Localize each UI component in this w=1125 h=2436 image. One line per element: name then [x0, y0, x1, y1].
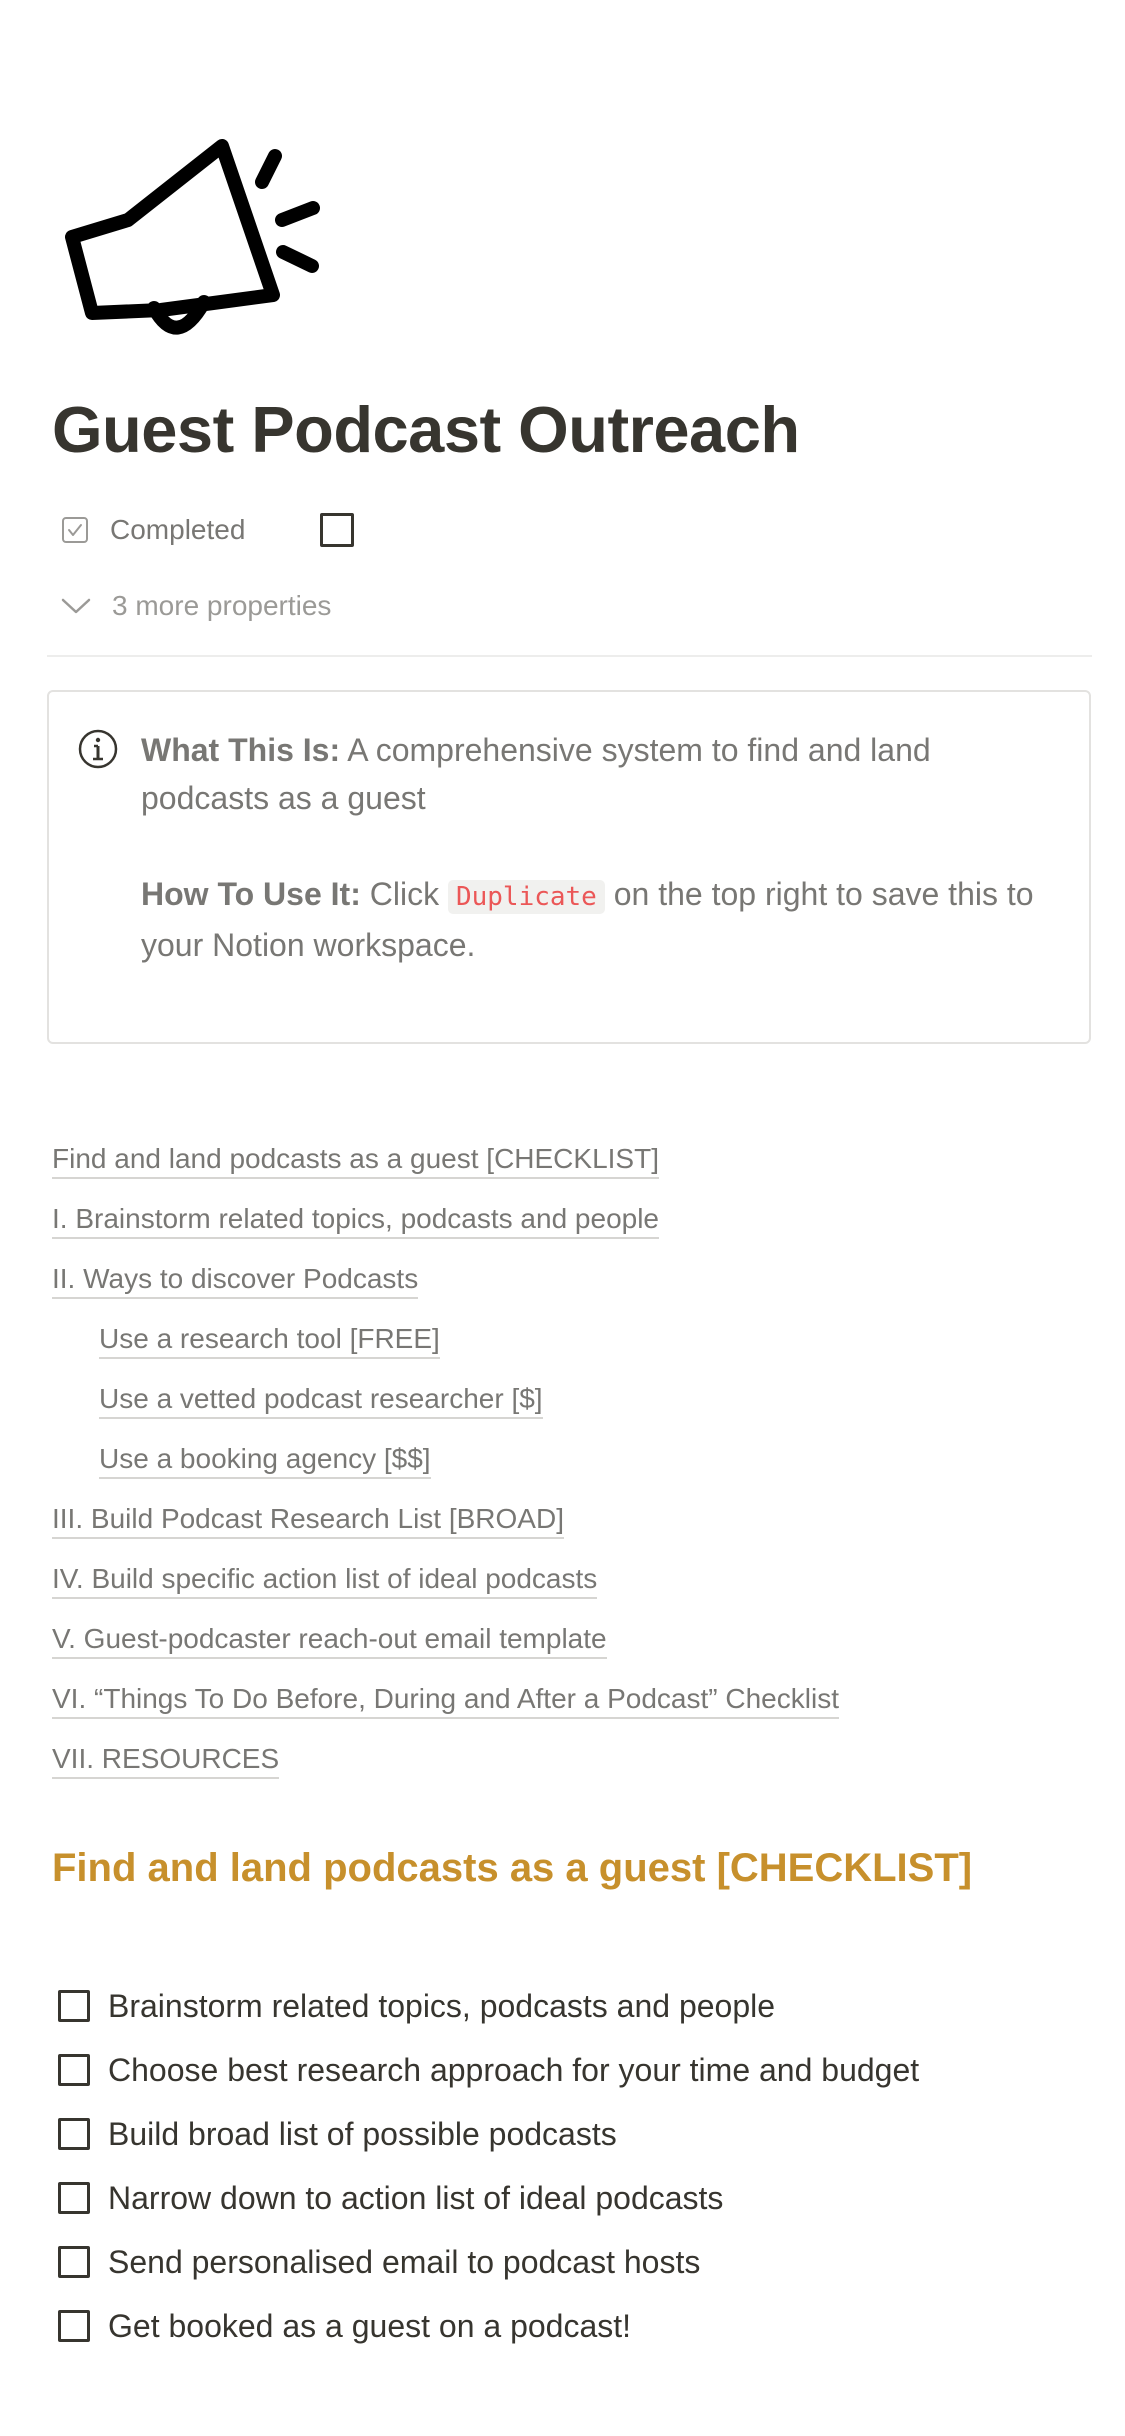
megaphone-icon[interactable]	[62, 136, 330, 336]
toc-item	[52, 1550, 1052, 1610]
todo-label[interactable]: Send personalised email to podcast hosts	[108, 2243, 701, 2280]
toc-item	[52, 1190, 1052, 1250]
toc-link[interactable]: Use a research tool [FREE]	[99, 1321, 440, 1359]
todo-item	[58, 2038, 1088, 2102]
todo-list	[58, 1974, 1088, 2358]
todo-label[interactable]: Narrow down to action list of ideal podcasts	[108, 2179, 724, 2216]
callout	[47, 690, 1091, 1044]
toc-item	[52, 1310, 1052, 1370]
how-pre: Click	[360, 876, 448, 912]
todo-item	[58, 2230, 1088, 2294]
how-label: How To Use It:	[141, 876, 361, 912]
todo-checkbox[interactable]	[58, 2054, 90, 2086]
todo-item	[58, 2294, 1088, 2358]
toc-link[interactable]: Use a vetted podcast researcher [$]	[99, 1381, 543, 1419]
more-properties-label: 3 more properties	[112, 590, 332, 621]
todo-checkbox[interactable]	[58, 1990, 90, 2022]
page-title[interactable]: Guest Podcast Outreach	[52, 393, 800, 466]
toc-link[interactable]: IV. Build specific action list of ideal podcasts	[52, 1561, 597, 1599]
divider	[47, 655, 1092, 657]
todo-item	[58, 2166, 1088, 2230]
toc-item	[52, 1130, 1052, 1190]
toc-link[interactable]: Find and land podcasts as a guest [CHECKLIST]	[52, 1141, 659, 1179]
toc-link[interactable]: I. Brainstorm related topics, podcasts and people	[52, 1201, 659, 1239]
toc-item	[52, 1670, 1052, 1730]
how-post: on the top right to save this to your Notion workspace.	[141, 876, 1034, 963]
todo-checkbox[interactable]	[58, 2118, 90, 2150]
toc-item	[52, 1430, 1052, 1490]
todo-label[interactable]: Get booked as a guest on a podcast!	[108, 2307, 632, 2344]
todo-label[interactable]: Choose best research approach for your time and budget	[108, 2051, 920, 2088]
toc-item	[52, 1730, 1052, 1790]
toc-link[interactable]: Use a booking agency [$$]	[99, 1441, 431, 1479]
checklist-heading[interactable]: Find and land podcasts as a guest [CHECKLIST]	[52, 1846, 973, 1890]
what-label: What This Is:	[141, 732, 341, 768]
callout-what	[141, 726, 1041, 822]
what-text: A comprehensive system to find and land podcasts as a guest	[141, 732, 931, 816]
toc-link[interactable]: V. Guest-podcaster reach-out email template	[52, 1621, 607, 1659]
toc-item	[52, 1370, 1052, 1430]
completed-checkbox[interactable]	[320, 513, 354, 547]
table-of-contents	[52, 1130, 1052, 1790]
toc-link[interactable]: VI. “Things To Do Before, During and After a Podcast” Checklist	[52, 1681, 839, 1719]
toc-link[interactable]: VII. RESOURCES	[52, 1741, 279, 1779]
toc-link[interactable]: III. Build Podcast Research List [BROAD]	[52, 1501, 564, 1539]
toc-item	[52, 1490, 1052, 1550]
property-name: Completed	[110, 514, 246, 545]
todo-checkbox[interactable]	[58, 2182, 90, 2214]
todo-checkbox[interactable]	[58, 2310, 90, 2342]
todo-checkbox[interactable]	[58, 2246, 90, 2278]
toc-item	[52, 1610, 1052, 1670]
info-icon	[77, 728, 119, 770]
toc-item	[52, 1250, 1052, 1310]
callout-text	[141, 726, 1041, 969]
checkbox-property-icon	[60, 515, 90, 545]
todo-label[interactable]: Build broad list of possible podcasts	[108, 2115, 617, 2152]
more-properties-toggle[interactable]	[58, 586, 331, 626]
todo-label[interactable]: Brainstorm related topics, podcasts and people	[108, 1987, 776, 2024]
todo-item	[58, 1974, 1088, 2038]
property-completed	[60, 510, 354, 550]
todo-item	[58, 2102, 1088, 2166]
chevron-down-icon	[58, 588, 94, 624]
toc-link[interactable]: II. Ways to discover Podcasts	[52, 1261, 418, 1299]
callout-how	[141, 870, 1041, 969]
duplicate-code: Duplicate	[448, 880, 605, 914]
